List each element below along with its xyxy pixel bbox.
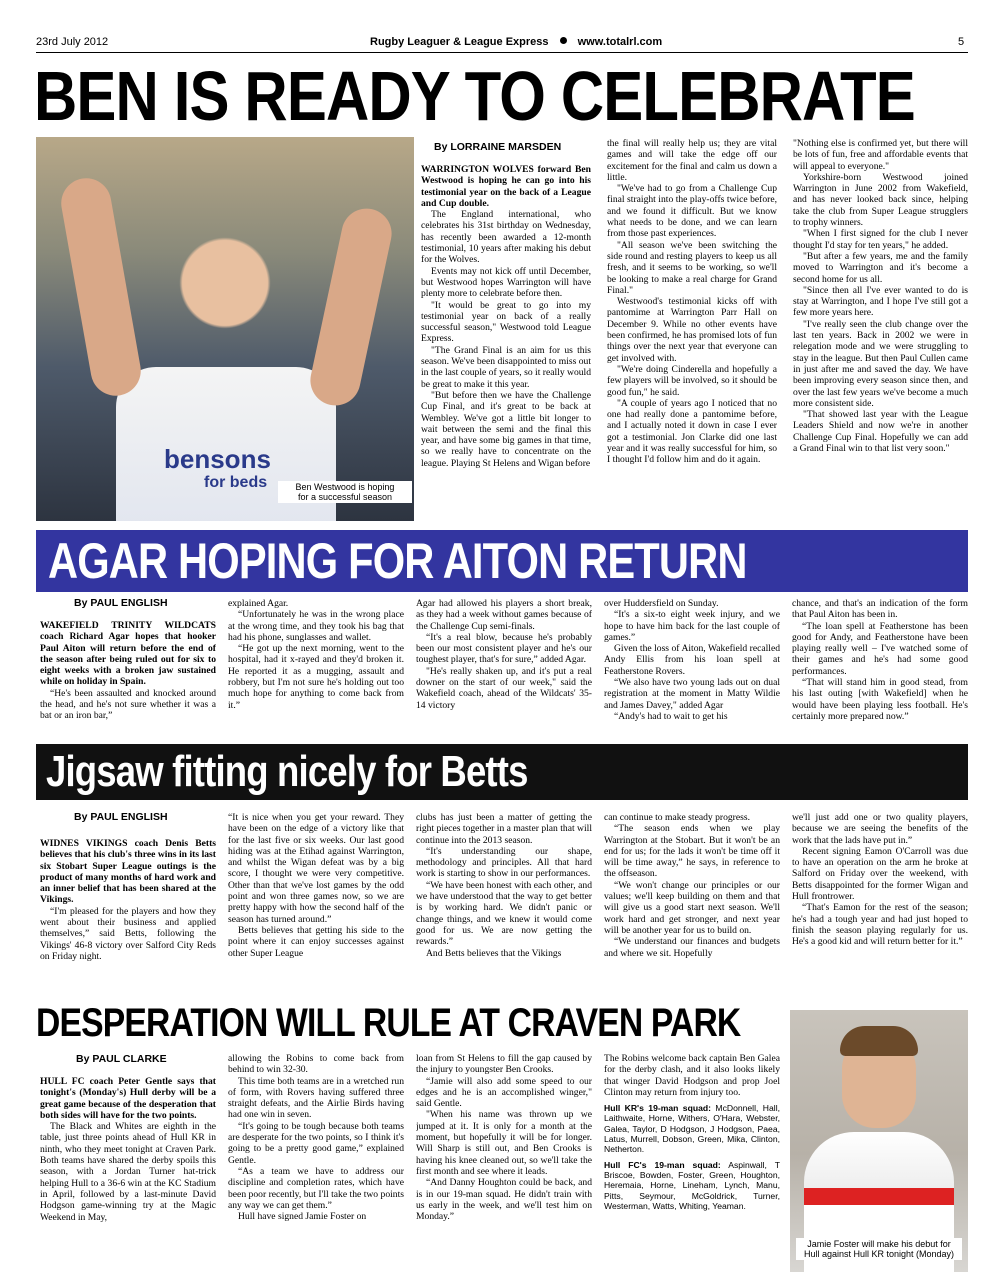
article-paragraph: Agar had allowed his players a short break, as they had a week without games because of the Challenge Cup semi-finals. (416, 598, 592, 632)
article-column (416, 1053, 592, 1272)
player-hair (840, 1026, 918, 1056)
article-paragraph: WAKEFIELD TRINITY WILDCATS coach Richard Agar hopes that hooker Paul Aiton will return before the end of the season after being ruled out for six to eight weeks with a broken jaw sustained while on holiday in Spain. (40, 620, 216, 688)
raised-arm-left (57, 174, 144, 399)
squad-list-hull-fc: Hull FC's 19-man squad: Aspinwall, T Briscoe, Bowden, Foster, Green, Houghton, Heremaia, Horne, Lineham, Lynch, Manu, Pitts, Seymour, McGoldrick, Turner, Westerman, Watts, Whiting, Yeaman. (604, 1159, 780, 1211)
caption-line: Ben Westwood is hoping (295, 482, 395, 492)
shirt-sponsor (164, 444, 271, 495)
article-column (793, 138, 968, 524)
article-paragraph: over Huddersfield on Sunday. (604, 598, 719, 609)
bullet-icon (560, 37, 567, 44)
article-paragraph: Yorkshire-born Westwood joined Warrington in June 2002 from Wakefield, and has never looked back since, helping take the club from Super League strugglers to trophy winners. (793, 171, 968, 229)
article-paragraph: “The season ends when we play Warrington at the Stobart. But it won't be an end for us; for the lads it won't be time off it will be time away,” he says, in reference to the offseason. (604, 823, 780, 880)
page-number: 5 (958, 36, 965, 48)
article-paragraph: WIDNES VIKINGS coach Denis Betts believes that his club's three wins in its last six Stobart Super League outings is the product of many months of hard work and an inner belief that has been shared at the Vikings. (40, 838, 216, 906)
article-paragraph: "But after a few years, me and the family moved to Warrington and it's become a second home for us all. (793, 250, 968, 285)
article-column (607, 138, 777, 524)
article-paragraph: can continue to make steady progress. (604, 812, 750, 823)
article-paragraph: “We won't change our principles or our values; we'll keep building on them and that will give us a good start next season. We'll work hard and get stronger, and next year will be another year for us to build on. (604, 879, 780, 936)
article-column (416, 598, 592, 736)
article-paragraph: “We have been honest with each other, and we have understood that the way to get better is by working hard. We didn't panic or change things, and we knew it would come good for us. We are now getting the rewards.” (416, 879, 592, 948)
article-paragraph: "When his name was thrown up we jumped at it. It is only for a month at the moment, but hopefully it will be for longer. Will Sharp is still out, and Ben Crooks is having his knee cleaned out, so we'll take the first month and see where it leads. (416, 1109, 592, 1177)
article-column (228, 598, 404, 736)
caption-line: Hull against Hull KR tonight (Monday) (803, 1249, 955, 1259)
publication-title: Rugby Leaguer & League Express (370, 36, 549, 48)
article-paragraph: "We've had to go from a Challenge Cup final straight into the play-offs twice before, and we found it difficult. But we know what needs to be done, and we can learn from those past experiences. (607, 183, 777, 240)
article-column (40, 1076, 216, 1272)
header-rule (36, 52, 968, 53)
article-column (604, 1053, 780, 1272)
article-paragraph: Given the loss of Aiton, Wakefield recalled Andy Ellis from his loan spell at Featherstone Rovers. (604, 643, 780, 677)
article-paragraph: we'll just add one or two quality players, because we are seeing the benefits of the work that the lads have put in.” (792, 812, 968, 846)
article-paragraph: Hull have signed Jamie Foster on (238, 1211, 367, 1223)
article-paragraph: “We also have two young lads out on dual registration at the moment in Matty Wildie and James Davey," added Agar (604, 677, 780, 711)
article-paragraph: "We're doing Cinderella and hopefully a few players will be involved, so it should be good fun," he said. (607, 363, 777, 398)
article-paragraph: "It would be great to go into my testimonial year on back of a really successful season," Westwood told League Express. (421, 299, 591, 345)
article-paragraph: “He got up the next morning, went to the hospital, had it x-rayed and they'd broken it. He reported it as a mugging, assault and robbery, but I'm not sure he's holding out too much hope for anything to come back from it.” (228, 643, 404, 711)
article-paragraph: “It's a real blow, because he's probably been our most consistent player and he's our toughest player, that's for sure,” added Agar. (416, 631, 592, 666)
byline: By PAUL ENGLISH (74, 811, 168, 823)
article-paragraph: Events may not kick off until December, but Westwood hopes Warrington will have plenty more to celebrate before then. (421, 265, 591, 300)
article-paragraph: WARRINGTON WOLVES forward Ben Westwood is hoping he can go into his testimonial year on the back of a League and Cup double. (421, 164, 591, 209)
article-column (792, 812, 968, 990)
article-paragraph: Westwood's testimonial kicks off with pantomime at Warrington Parr Hall on December 9. While no other events have been confirmed, he has promised lots of fun things over the next year that everyone can get involved with. (607, 296, 777, 364)
article-paragraph: clubs has just been a matter of getting the right pieces together in a master plan that will continue into the 2013 season. (416, 812, 592, 846)
article-paragraph: “That will stand him in good stead, from his last outing [with Wakefield] when he would have been playing less football. He's certainly more prepared now.” (792, 677, 968, 722)
article-column (792, 598, 968, 736)
article-paragraph: loan from St Helens to fill the gap caused by the injury to youngster Ben Crooks. (416, 1053, 592, 1076)
article-paragraph: The England international, who celebrates his 31st birthday on Wednesday, has recently been awarded a 12-month testimonial, 10 years after making his debut for the Wolves. (421, 209, 591, 266)
byline: By PAUL CLARKE (76, 1053, 167, 1065)
article-column (604, 812, 780, 990)
article-paragraph: "Nothing else is confirmed yet, but there will be lots of fun, free and affordable events that will appeal to everyone." (793, 138, 968, 172)
article-paragraph: Recent signing Eamon O'Carroll was due to have an operation on the arm he broke at Salford on Friday over the weekend, with Betts disappointed for the former Wigan and Hull frontrower. (792, 845, 968, 903)
headline-band-agar (36, 530, 968, 592)
photo-jamie-foster (790, 1010, 968, 1272)
article-paragraph: “As a team we have to address our discipline and completion rates, which have been poor recently, but I'll take the two points any way we can get them.” (228, 1165, 404, 1211)
article-paragraph: “I'm pleased for the players and how they went about their business and applied themselves,” said Betts, following the Vikings' 46-8 victory over Salford City Reds on Friday night. (40, 905, 216, 962)
article-paragraph: The Robins welcome back captain Ben Galea for the derby clash, and it also looks likely that winger David Hodgson and prop Joel Clinton may return from injury too. (604, 1053, 780, 1098)
headline-agar: AGAR HOPING FOR AITON RETURN (48, 533, 747, 589)
article-paragraph: "But before then we have the Challenge Cup Final, and it's great to be back at Wembley. We've got a little bit longer to wait between the semi and the final this year, and have some big games in that time, so we really have to concentrate on the league. Playing St Helens and Wigan before (421, 389, 591, 469)
raised-arm-right (306, 204, 396, 410)
caption-line: Jamie Foster will make his debut for (807, 1239, 951, 1249)
article-column (40, 620, 216, 736)
article-paragraph: “It's going to be tough because both teams are desperate for the two points, so I think it's going to be a pretty good game,” explained Gentle. (228, 1120, 404, 1166)
byline: By PAUL ENGLISH (74, 597, 168, 609)
article-paragraph: Betts believes that getting his side to the point where it can enjoy successes against other Super League (228, 924, 404, 959)
article-paragraph: “It's a six-to eight week injury, and we hope to have him back for the last couple of games.” (604, 609, 780, 643)
article-column (421, 164, 591, 524)
website-url: www.totalrl.com (577, 36, 663, 48)
article-paragraph: “We understand our finances and budgets and where we sit. Hopefully (604, 936, 780, 959)
shirt-sponsor-name: bensons (164, 444, 271, 474)
article-paragraph: "He's really shaken up, and it's put a real downer on the start of our week," said the Wakefield coach, ahead of the Wildcats' 35-14 victory (416, 665, 592, 711)
article-paragraph: “The loan spell at Featherstone has been good for Andy, and Featherstone have been playing really well – I've watched some of their games and he's had some good performances. (792, 620, 968, 677)
article-paragraph: This time both teams are in a wretched run of form, with Rovers having suffered three straight defeats, and the Airlie Birds having had one win in seven. (228, 1075, 404, 1121)
photo-ben-westwood (36, 137, 414, 521)
article-paragraph: explained Agar. (228, 598, 289, 609)
caption-line: for a successful season (297, 492, 393, 502)
article-paragraph: “Unfortunately he was in the wrong place at the wrong time, and they took his bag that had his phone, sunglasses and wallet. (228, 609, 404, 643)
article-paragraph: “Andy's had to wait to get his (614, 710, 728, 722)
article-paragraph: HULL FC coach Peter Gentle says that tonight's (Monday's) Hull derby will be a great game because of the desperation that both sides will have for the two points. (40, 1076, 216, 1121)
article-paragraph: "All season we've been switching the side round and resting players to keep us all fresh, and it seems to be working, so we'll be looking to make a real charge for Grand Final." (607, 239, 777, 296)
article-paragraph: allowing the Robins to come back from behind to win 32-30. (228, 1053, 404, 1076)
article-column (228, 1053, 404, 1272)
squad-list-hull-kr: Hull KR's 19-man squad: McDonnell, Hall, Laithwaite, Horne, Withers, O'Hara, Webster, Galea, Taylor, D Hodgson, J Hodgson, Paea, Latus, Murrell, Dobson, Green, Mika, Clinton, Netherton. (604, 1103, 780, 1155)
article-paragraph: “Jamie will also add some speed to our edges and he is an accomplished winger," said Gentle. (416, 1075, 592, 1110)
publication-name (370, 36, 662, 48)
article-column (40, 838, 216, 990)
headline-betts: Jigsaw fitting nicely for Betts (46, 747, 528, 796)
article-paragraph: the final will really help us; they are vital games and will take the edge off our excitement for the final and calm us down a little. (607, 138, 777, 183)
article-paragraph: chance, and that's an indication of the form that Paul Aiton has been in. (792, 598, 968, 621)
article-paragraph: “And Danny Houghton could be back, and is in our 19-man squad. He didn't train with us early in the week, and we'll test him on Monday.” (416, 1177, 592, 1223)
article-paragraph: "When I first signed for the club I never thought I'd stay for ten years," he added. (793, 228, 968, 251)
article-paragraph: The Black and Whites are eighth in the table, just three points ahead of Hull KR in ninth, who they meet tonight at Craven Park. Both teams have shared the derby spoils this season, with a Jordan Turner hat-trick helping Hull to a 36-6 win at the KC Stadium in April, followed by a last-minute David Hodgson game-winning try at the Magic Weekend in May, (40, 1121, 216, 1223)
article-paragraph: And Betts believes that the Vikings (426, 947, 562, 959)
issue-date: 23rd July 2012 (36, 36, 109, 48)
article-paragraph: "That showed last year with the League Leaders Shield and now we're in another Challenge Cup Final. Hopefully we can add a Grand Final win to that list very soon." (793, 409, 968, 455)
article-paragraph: "A couple of years ago I noticed that no one had really done a pantomime before, and I actually noted it down in case I ever got a testimonial. Jon Clarke did one last year and it was really successful for him, so I thought I'd follow him and do it again. (607, 397, 777, 466)
headline-craven-park: DESPERATION WILL RULE AT CRAVEN PARK (36, 1001, 741, 1045)
photo-caption-westwood (278, 481, 412, 503)
byline: By LORRAINE MARSDEN (434, 141, 562, 153)
article-paragraph: “It's understanding our shape, methodology and principles. All that hard work is starting to show in our performances. (416, 845, 592, 880)
article-paragraph: “That's Eamon for the rest of the season; he's had a tough year and had just hoped to finish the season playing regularly for us. He's a good kid and will return better for it.” (792, 902, 968, 948)
article-paragraph: "Since then all I've ever wanted to do is stay at Warrington, and I hope I've still got a few more years here. (793, 284, 968, 319)
article-paragraph: “He's been assaulted and knocked around the head, and he's not sure whether it was a bat or an iron bar,” (40, 687, 216, 722)
headline-ben-westwood: BEN IS READY TO CELEBRATE (34, 57, 915, 135)
headline-band-betts (36, 744, 968, 800)
shirt-sponsor-tagline: for beds (204, 474, 268, 491)
photo-caption-foster (796, 1238, 962, 1260)
article-column (416, 812, 592, 990)
article-paragraph: "The Grand Final is an aim for us this season. We've been disappointed to miss out in the last couple of years, so it really would be great to make it this year. (421, 344, 591, 390)
article-column (228, 812, 404, 990)
article-paragraph: "I've really seen the club change over the last ten years. Back in 2002 we were in relegation mode and we were struggling to stay in the league. But then Paul Cullen came in just after me and saved the day. We have been improving every season since then, and over the last few years we've become a much more consistent side. (793, 318, 968, 409)
article-paragraph: “It is nice when you get your reward. They have been on the edge of a victory like that for the last five or six weeks. Our last good hiding was at the Etihad against Warrington, and whilst the Wigan defeat was by a big score, I thought we were very competitive. Other than that we've lost games by the odd point and won three games now, so we are pretty happy with how the second half of the season has turned around.” (228, 812, 404, 925)
article-column (604, 598, 780, 736)
